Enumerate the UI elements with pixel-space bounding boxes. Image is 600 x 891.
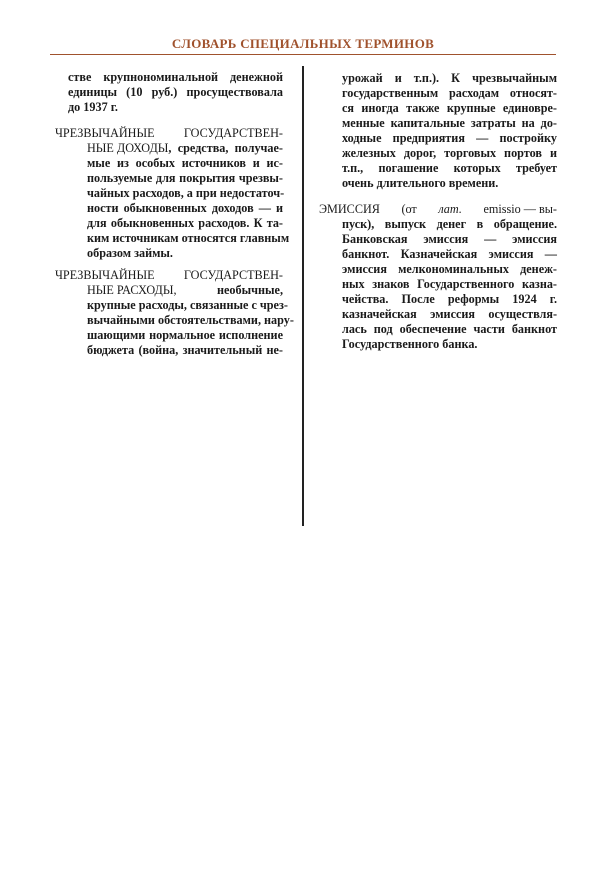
- text-fragment: , средства, получае-: [168, 141, 283, 155]
- text-line: [319, 202, 557, 217]
- term-heading: ЭМИССИЯ: [319, 202, 380, 216]
- text-line: казначейская эмиссия осуществля-: [342, 307, 557, 321]
- text-line: Государственного банка.: [342, 337, 478, 351]
- text-fragment: необычные,: [216, 283, 283, 297]
- term-heading: ЧРЕЗВЫЧАЙНЫЕ ГОСУДАРСТВЕН-: [55, 126, 283, 140]
- text-line: единицы (10 руб.) просуществовала: [68, 85, 283, 99]
- text-line: до 1937 г.: [68, 100, 118, 114]
- text-line: шающими нормальное исполнение: [87, 328, 283, 342]
- text-line: пуск), выпуск денег в обращение.: [342, 217, 557, 231]
- text-line: бюджета (война, значительный не-: [87, 343, 283, 357]
- text-line: крупные расходы, связанные с чрез-: [87, 298, 288, 312]
- text-fragment: (от: [401, 202, 417, 216]
- text-line: чайных расходов, а при недостаточ-: [87, 186, 285, 200]
- text-line: для обыкновенных расходов. К та-: [87, 216, 283, 230]
- text-line: [87, 283, 283, 298]
- term-heading: ЧРЕЗВЫЧАЙНЫЕ ГОСУДАРСТВЕН-: [55, 268, 283, 282]
- text-line: эмиссия мелкономинальных денеж-: [342, 262, 557, 276]
- text-line: мые из особых источников и ис-: [87, 156, 283, 170]
- text-line: стве крупнономинальной денежной: [68, 70, 283, 84]
- text-fragment: emissio — вы-: [483, 202, 557, 216]
- text-line: Банковская эмиссия — эмиссия: [342, 232, 557, 246]
- text-line: вычайными обстоятельствами, нару-: [87, 313, 294, 327]
- text-line: образом займы.: [87, 246, 173, 260]
- text-line: [87, 141, 283, 156]
- text-line: т.п., погашение которых требует: [342, 161, 557, 175]
- text-line: очень длительного времени.: [342, 176, 499, 190]
- abbreviation: лат.: [438, 202, 462, 216]
- term-heading: НЫЕ ДОХОДЫ: [87, 141, 169, 155]
- text-line: ности обыкновенных доходов — и: [87, 201, 283, 215]
- text-line: ся иногда также крупные единовре-: [342, 101, 557, 115]
- column-divider: [302, 66, 304, 526]
- text-line: ким источникам относятся главным: [87, 231, 290, 245]
- text-line: ходные предприятия — постройку: [342, 131, 557, 145]
- text-line: чейства. После реформы 1924 г.: [342, 292, 557, 306]
- text-line: менные капитальные затраты на до-: [342, 116, 557, 130]
- text-line: лась под обеспечение части банкнот: [342, 322, 557, 336]
- text-line: банкнот. Казначейская эмиссия —: [342, 247, 557, 261]
- text-line: урожай и т.п.). К чрезвычайным: [342, 71, 557, 85]
- running-header: СЛОВАРЬ СПЕЦИАЛЬНЫХ ТЕРМИНОВ: [171, 36, 435, 51]
- text-line: государственным расходам относят-: [342, 86, 557, 100]
- header-rule: [50, 54, 556, 55]
- text-line: ных знаков Государственного казна-: [342, 277, 557, 291]
- text-line: железных дорог, торговых портов и: [342, 146, 557, 160]
- text-line: пользуемые для покрытия чрезвы-: [87, 171, 283, 185]
- term-heading: НЫЕ РАСХОДЫ,: [87, 283, 177, 297]
